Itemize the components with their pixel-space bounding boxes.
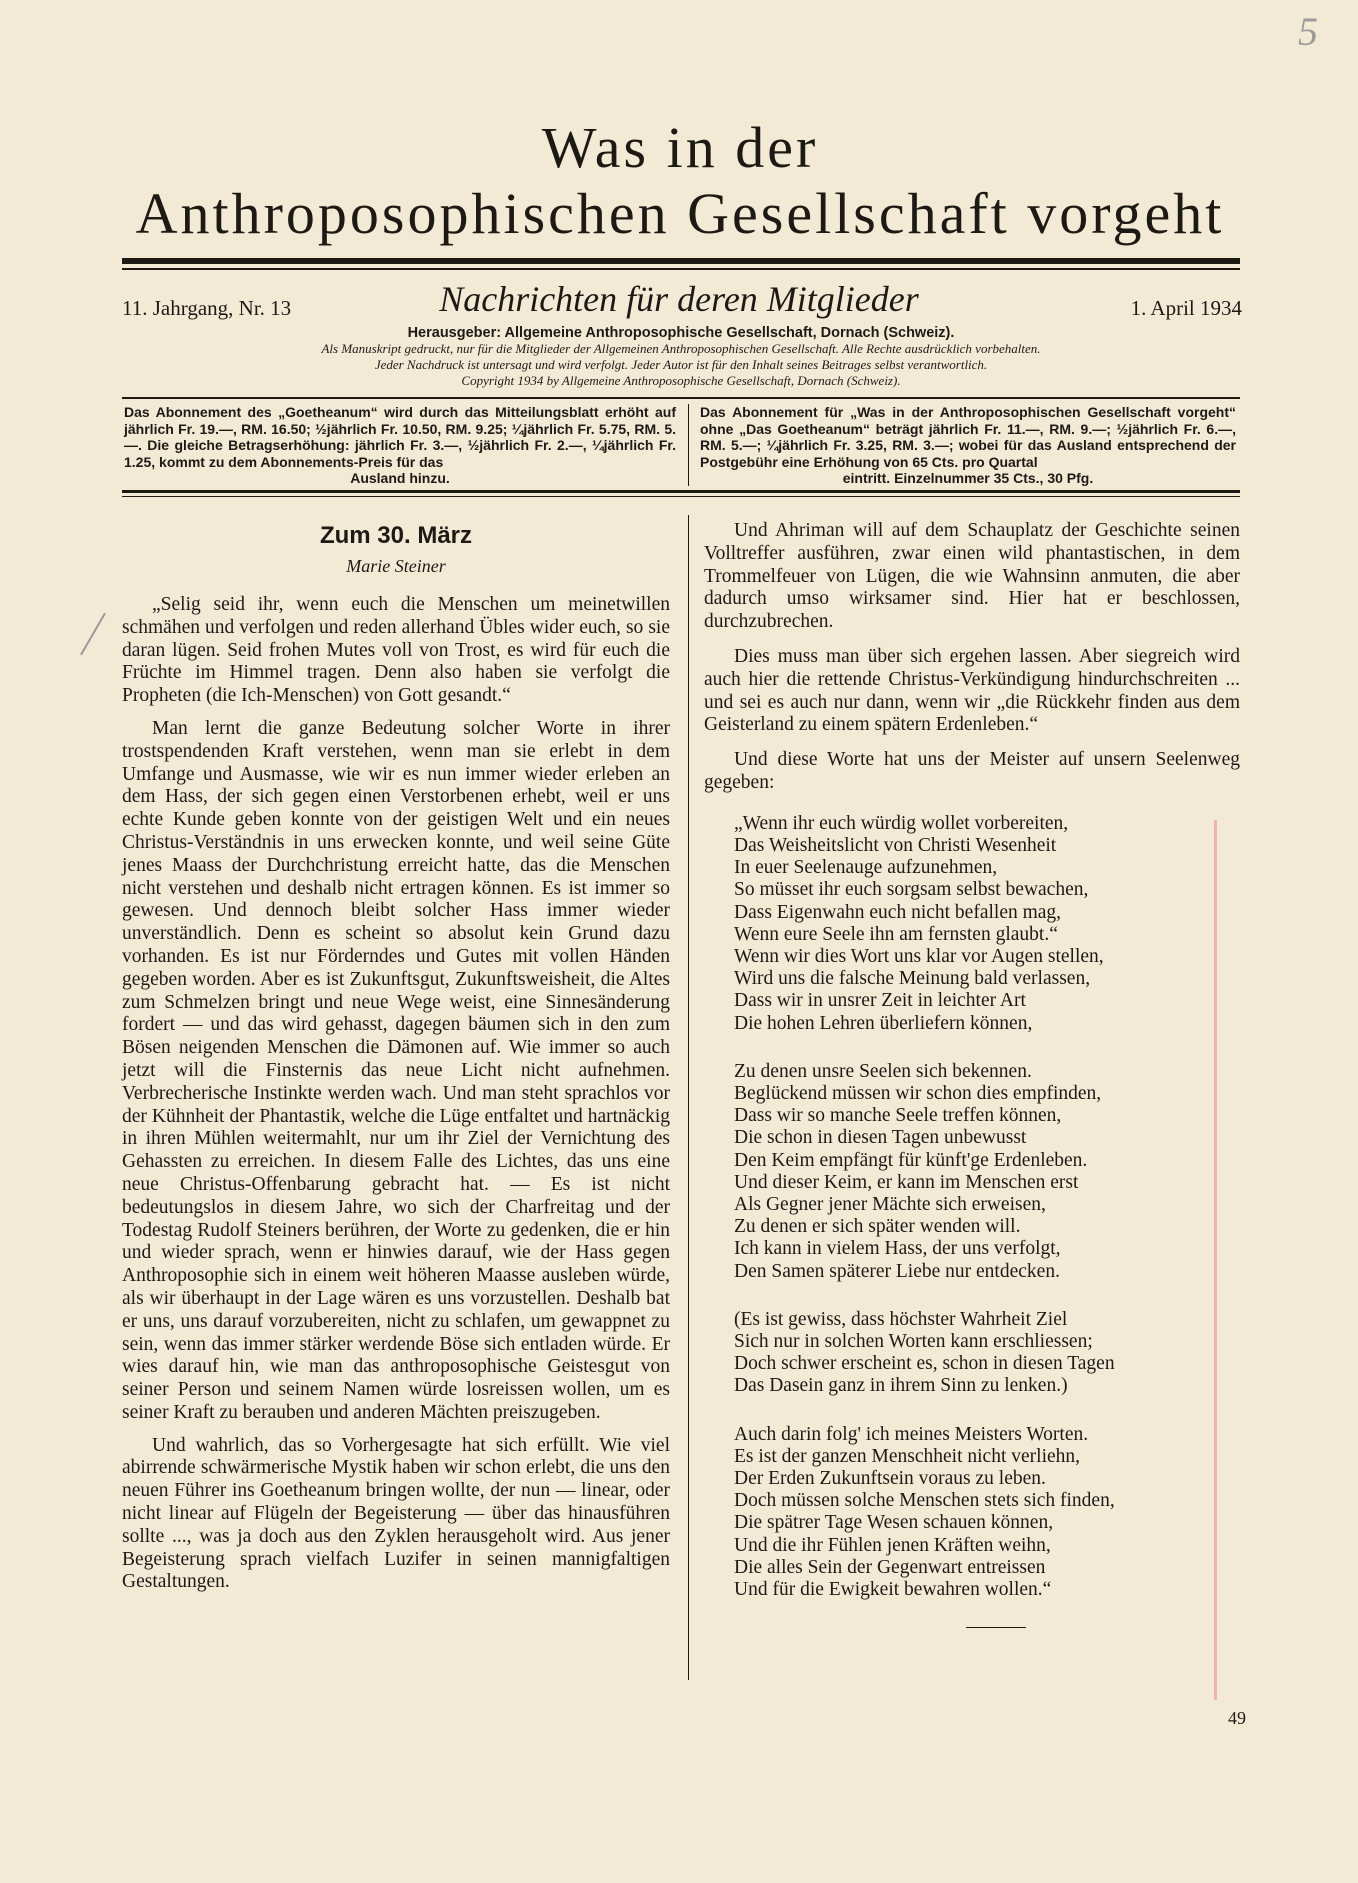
poem-line: Wird uns die falsche Meinung bald verlassen, bbox=[734, 968, 1091, 990]
article-paragraph: Und Ahriman will auf dem Schauplatz der Geschichte seinen Volltreffer ausführen, zwar einen wild phantastischen, in dem Trommelfeuer von Lügen, die wie Wahnsinn anmuten, die aber dadurch umso wirksamer sind. Hier hat er beschlossen, durchzubrechen. bbox=[704, 520, 1240, 633]
red-pencil-mark bbox=[1214, 820, 1217, 1700]
subscription-right-end: eintritt. Einzelnummer 35 Cts., 30 Pfg. bbox=[842, 470, 1094, 486]
poem-line: Der Erden Zukunftsein voraus zu leben. bbox=[734, 1468, 1046, 1490]
poem-line: Es ist der ganzen Menschheit nicht verliehn, bbox=[734, 1445, 1081, 1467]
article-paragraph: Dies muss man über sich ergehen lassen. Aber siegreich wird auch hier die rettende Christus-Verkündigung hindurchschreiten ... und sei es auch nur dann, wenn wir „die Rückkehr finden aus dem Geisterland zu einem spätern Erdenleben.“ bbox=[704, 645, 1240, 736]
publisher-info bbox=[122, 325, 1240, 389]
subscription-left-end: Ausland hinzu. bbox=[350, 470, 450, 486]
poem-line: Dass Eigenwahn euch nicht befallen mag, bbox=[734, 901, 1062, 923]
poem-line: Die schon in diesen Tagen unbewusst bbox=[734, 1127, 1027, 1149]
column-divider bbox=[688, 515, 689, 1680]
article-end-rule bbox=[966, 1627, 1026, 1628]
poem-line: Die hohen Lehren überliefern können, bbox=[734, 1012, 1033, 1034]
poem-line: So müsset ihr euch sorgsam selbst bewachen, bbox=[734, 879, 1089, 901]
pencil-page-note: 5 bbox=[1298, 9, 1318, 54]
poem-line: „Wenn ihr euch würdig wollet vorbereiten, bbox=[734, 812, 1069, 834]
copyright-notice: Copyright 1934 by Allgemeine Anthroposophische Gesellschaft, Dornach (Schweiz). bbox=[461, 373, 901, 388]
poem-line: Wenn wir dies Wort uns klar vor Augen stellen, bbox=[734, 945, 1104, 967]
article-left-column bbox=[122, 520, 670, 1604]
poem-line: Dass wir so manche Seele treffen können, bbox=[734, 1105, 1062, 1127]
subscription-right-text: Das Abonnement für „Was in der Anthroposophischen Gesellschaft vorgeht“ ohne „Das Goetheanum“ beträgt jährlich Fr. 11.—, RM. 9.—; ½jährlich Fr. 6.—, RM. 5.—; ¼jährlich Fr. 3.25, RM. 3.—; wobei für das Ausland entsprechend der Postgebühr eine Erhöhung von 65 Cts. pro Quartal bbox=[700, 404, 1236, 470]
pencil-margin-mark bbox=[80, 613, 106, 656]
section-rule-double-a bbox=[122, 490, 1240, 493]
masthead-line-1: Was in der bbox=[541, 115, 819, 180]
issue-volume: 11. Jahrgang, Nr. 13 bbox=[122, 296, 292, 320]
poem-line: (Es ist gewiss, dass höchster Wahrheit Ziel bbox=[734, 1308, 1068, 1330]
masthead-line-2: Anthroposophischen Gesellschaft vorgeht bbox=[135, 181, 1225, 246]
newsletter-subtitle: Nachrichten für deren Mitglieder bbox=[439, 279, 919, 319]
issue-date: 1. April 1934 bbox=[1130, 296, 1242, 320]
masthead-rule-thin bbox=[122, 268, 1240, 270]
poem-line: Zu denen unsre Seelen sich bekennen. bbox=[734, 1060, 1032, 1082]
reprint-notice: Jeder Nachdruck ist untersagt und wird verfolgt. Jeder Autor ist für den Inhalt seines Beitrages selbst verantwortlich. bbox=[374, 357, 988, 372]
poem-line: Doch schwer erscheint es, schon in diesen Tagen bbox=[734, 1353, 1115, 1375]
poem-line: Doch müssen solche Menschen stets sich finden, bbox=[734, 1490, 1115, 1512]
poem-line: Wenn eure Seele ihn am fernsten glaubt.“ bbox=[734, 923, 1058, 945]
article-paragraph: Man lernt die ganze Bedeutung solcher Worte in ihrer trostspendenden Kraft verstehen, wenn man sie erlebt in dem Umfange und Ausmasse, wie wir es nun immer wieder erleben an dem Hass, der sich gegen einen Verstorbenen erhebt, weil er uns echte Kunde geben konnte von der geistigen Welt und ein neues Christus-Verständnis in uns erwecken konnte, und weil seine Güte jenes Maass der Durchchristung erreicht hatte, das die Menschen nicht verstehen und deshalb nicht ertragen können. Es ist immer so gewesen. Und dennoch bleibt solcher Hass immer wieder unverständlich. Denn es scheint so absolut kein Grund dazu vorhanden. Es ist nur Förderndes und Gutes mit vollen Händen gegeben worden. Aber es ist Zukunftsgut, Zukunftsweisheit, die Altes zum Schmelzen bringt und neue Wege weist, eine Sinnesänderung fordert — und das wird gehasst, dagegen bäumen sich in den zum Bösen neigenden Menschen die Dämonen auf. Wie immer so auch jetzt will die Finsternis das neue Licht nicht aufnehmen. Verbrecherische Instinkte werden wach. Und man steht sprachlos vor der Kühnheit der Phantastik, welche die Lüge entfaltet und hartnäckig in ihren Mühlen weitermahlt, nur um ihr Ziel der Vernichtung des Gehassten zu erreichen. In diesem Falle des Lichtes, das uns eine neue Christus-Offenbarung gebracht hat. — Es ist nicht bedeutungslos in diesem Jahre, wo sich der Charfreitag und der Todestag Rudolf Steiners berühren, der Worte zu gedenken, die er hin und wieder sprach, wenn er hinwies darauf, wie der Hass gegen Anthroposophie sich in einem weit höheren Maasse ausleben würde, als wir überhaupt in der Lage wären es uns vorzustellen. Deshalb bat er uns, uns darauf vorzubereiten, nicht zu schlafen, um gewappnet zu sein, wenn das immer stärker werdende Böse sich entladen würde. Er wies darauf hin, wie man das anthroposophische Geistesgut von seiner Person und seinem Namen würde losreissen wollen, um es seiner Kraft zu berauben und anderen Mächten preiszugeben. bbox=[122, 717, 670, 1423]
poem-line: Das Weisheitslicht von Christi Wesenheit bbox=[734, 834, 1057, 856]
poem-line: Auch darin folg' ich meines Meisters Worten. bbox=[734, 1423, 1089, 1445]
poem-line: Zu denen er sich später wenden will. bbox=[734, 1216, 1021, 1238]
poem-line: Das Dasein ganz in ihrem Sinn zu lenken.) bbox=[734, 1375, 1068, 1397]
publisher-line: Herausgeber: Allgemeine Anthroposophische Gesellschaft, Dornach (Schweiz). bbox=[407, 325, 955, 341]
poem-line: Dass wir in unsrer Zeit in leichter Art bbox=[734, 990, 1026, 1012]
section-rule bbox=[122, 397, 1240, 399]
subscription-left-text: Das Abonnement des „Goetheanum“ wird durch das Mitteilungsblatt erhöht auf jährlich Fr. 19.—, RM. 16.50; ½jährlich Fr. 10.50, RM. 9.25; ¼jährlich Fr. 5.75, RM. 5.—. Die gleiche Betragserhöhung: jährlich Fr. 3.—, ½jährlich Fr. 2.—, ¼jährlich Fr. 1.25, kommt zu dem Abonnements-Preis für das bbox=[124, 404, 676, 470]
poem-line: Den Keim empfängt für künft'ge Erdenleben. bbox=[734, 1149, 1088, 1171]
poem-line: Und dieser Keim, er kann im Menschen erst bbox=[734, 1171, 1079, 1193]
poem-line: Den Samen späterer Liebe nur entdecken. bbox=[734, 1260, 1060, 1282]
article-author: Marie Steiner bbox=[346, 556, 446, 576]
article-title: Zum 30. März bbox=[319, 522, 473, 549]
section-rule-double-b bbox=[122, 496, 1240, 497]
masthead-rule-thick bbox=[122, 258, 1240, 264]
poem-line: Die alles Sein der Gegenwart entreissen bbox=[734, 1556, 1046, 1578]
poem-stanza bbox=[734, 813, 1240, 1035]
poem bbox=[734, 813, 1240, 1629]
subscription-left bbox=[124, 404, 676, 487]
manuscript-notice: Als Manuskript gedruckt, nur für die Mitglieder der Allgemeinen Anthroposophischen Gesellschaft. Alle Rechte ausdrücklich vorbehalten. bbox=[321, 341, 1041, 356]
poem-line: Und die ihr Fühlen jenen Kräften weihn, bbox=[734, 1534, 1051, 1556]
subscription-divider bbox=[688, 404, 689, 486]
article-paragraph: „Selig seid ihr, wenn euch die Menschen um meinetwillen schmähen und verfolgen und reden allerhand Übles wider euch, so sie daran lügen. Seid frohen Mutes voll von Trost, es wird für euch die Früchte im Himmel tragen. Denn also haben sie verfolgt die Propheten (die Ich-Menschen) von Gott gesandt.“ bbox=[122, 594, 670, 707]
page-number: 49 bbox=[1228, 1708, 1246, 1728]
poem-stanza bbox=[734, 1424, 1240, 1602]
poem-line: In euer Seelenauge aufzunehmen, bbox=[734, 857, 998, 879]
masthead bbox=[120, 115, 1240, 247]
article-paragraph: Und wahrlich, das so Vorhergesagte hat sich erfüllt. Wie viel abirrende schwärmerische Mystik haben wir schon erlebt, die uns den neuen Führer ins Goetheanum bringen wollte, der nun — linear, oder nicht linear auf Flügeln der Begeisterung — über das hinausführen sollte ..., was ja doch aus den Zyklen herausgeholt wird. Aus jener Begeisterung sprach vielfach Luzifer in seinen mannigfaltigen Gestaltungen. bbox=[122, 1434, 670, 1593]
poem-line: Ich kann in vielem Hass, der uns verfolgt, bbox=[734, 1238, 1061, 1260]
article-right-column bbox=[704, 520, 1240, 1628]
article-paragraph: Und diese Worte hat uns der Meister auf unsern Seelenweg gegeben: bbox=[704, 749, 1240, 793]
poem-line: Als Gegner jener Mächte sich erweisen, bbox=[734, 1194, 1046, 1216]
poem-stanza bbox=[734, 1309, 1240, 1398]
poem-line: Sich nur in solchen Worten kann erschliessen; bbox=[734, 1331, 1093, 1353]
poem-stanza bbox=[734, 1061, 1240, 1283]
poem-line: Die spätrer Tage Wesen schauen können, bbox=[734, 1512, 1054, 1534]
poem-line: Und für die Ewigkeit bewahren wollen.“ bbox=[734, 1579, 1052, 1601]
subscription-right bbox=[700, 404, 1236, 487]
poem-line: Beglückend müssen wir schon dies empfinden, bbox=[734, 1083, 1102, 1104]
